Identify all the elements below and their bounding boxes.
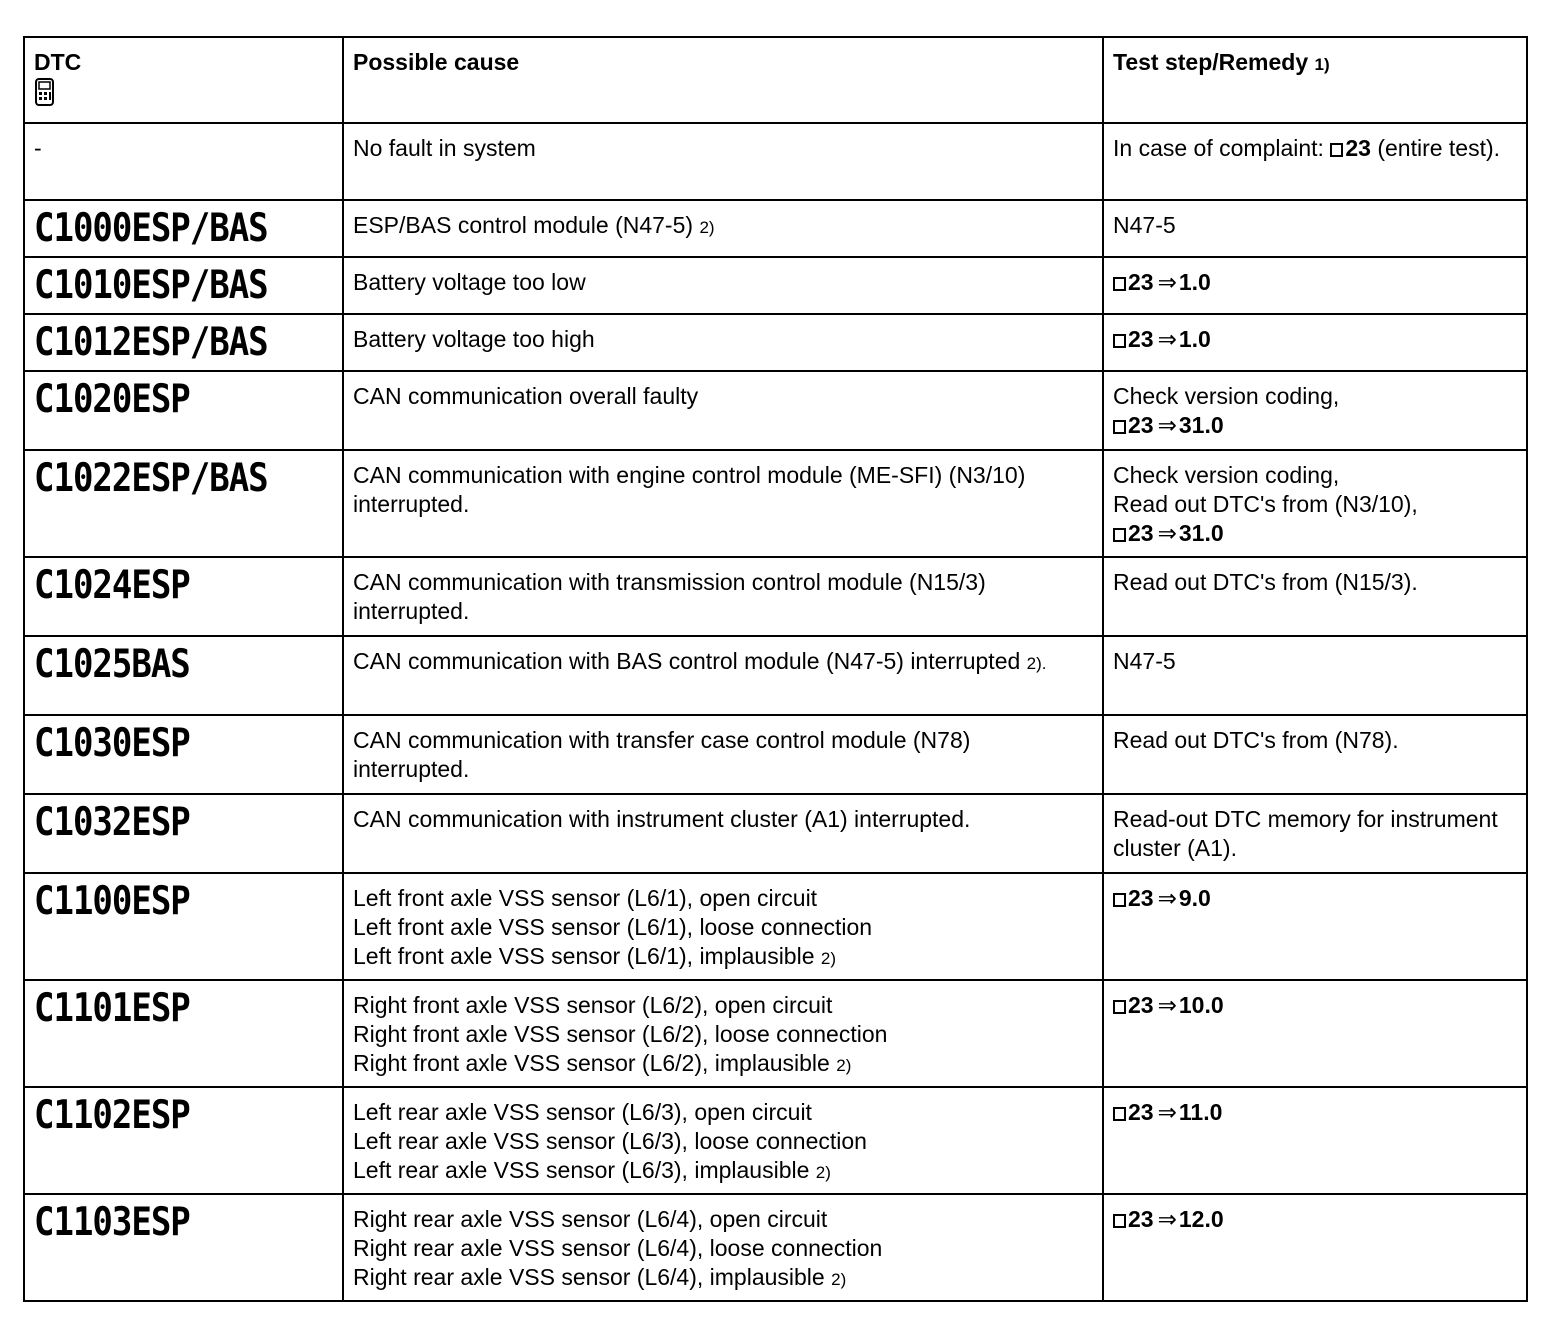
remedy-ref-line bbox=[1113, 519, 1517, 549]
arrow-right-icon: ⇒ bbox=[1157, 886, 1177, 912]
arrow-right-icon: ⇒ bbox=[1157, 1207, 1177, 1233]
remedy-ref-line bbox=[1113, 1205, 1517, 1235]
table-row bbox=[24, 636, 1527, 715]
table-row bbox=[24, 371, 1527, 450]
arrow-right-icon: ⇒ bbox=[1157, 270, 1177, 296]
cause-line: No fault in system bbox=[353, 135, 536, 161]
table-row bbox=[24, 200, 1527, 257]
remedy-line: Read out DTC's from (N3/10), bbox=[1113, 491, 1418, 517]
cause-line: Battery voltage too high bbox=[353, 326, 595, 352]
cause-line: Left front axle VSS sensor (L6/1), open circuit bbox=[353, 885, 818, 911]
remedy-cell bbox=[1103, 980, 1527, 1087]
table-row bbox=[24, 715, 1527, 794]
table-row bbox=[24, 314, 1527, 371]
cause-line: Battery voltage too low bbox=[353, 269, 586, 295]
cause-line: Left rear axle VSS sensor (L6/3), loose connection bbox=[353, 1128, 867, 1154]
square-ref-icon bbox=[1113, 893, 1126, 907]
dtc-code: C1000ESP/BAS bbox=[34, 205, 268, 252]
header-cause-label: Possible cause bbox=[353, 49, 520, 75]
dtc-code: C1030ESP bbox=[34, 720, 190, 767]
remedy-line: Check version coding, bbox=[1113, 383, 1340, 409]
remedy-ref-line bbox=[1113, 411, 1517, 441]
header-dtc-label: DTC bbox=[34, 49, 82, 75]
table-row bbox=[24, 123, 1527, 200]
cause-note: 2) bbox=[699, 218, 715, 237]
table-row bbox=[24, 257, 1527, 314]
remedy-ref-line bbox=[1113, 135, 1500, 161]
remedy-cell bbox=[1103, 314, 1527, 371]
square-ref-icon bbox=[1113, 334, 1126, 348]
remedy-step: 9.0 bbox=[1178, 885, 1211, 911]
cause-line: CAN communication with instrument cluster (A1) interrupted. bbox=[353, 806, 971, 832]
remedy-step: 10.0 bbox=[1178, 992, 1224, 1018]
cause-note: 2) bbox=[815, 1163, 831, 1182]
remedy-ref: 23 bbox=[1128, 412, 1154, 438]
arrow-right-icon: ⇒ bbox=[1157, 993, 1177, 1019]
cause-note: 2). bbox=[1026, 654, 1047, 673]
dtc-cell bbox=[24, 794, 343, 873]
table-row bbox=[24, 980, 1527, 1087]
remedy-line: Check version coding, bbox=[1113, 462, 1340, 488]
arrow-right-icon: ⇒ bbox=[1157, 413, 1177, 439]
cause-cell bbox=[343, 873, 1103, 980]
cause-cell bbox=[343, 636, 1103, 715]
dtc-cell bbox=[24, 371, 343, 450]
dtc-code: C1025BAS bbox=[34, 641, 190, 688]
remedy-ref: 23 bbox=[1128, 992, 1154, 1018]
dtc-cell bbox=[24, 715, 343, 794]
remedy-step: 31.0 bbox=[1178, 412, 1224, 438]
dtc-code: C1012ESP/BAS bbox=[34, 319, 268, 366]
remedy-cell bbox=[1103, 794, 1527, 873]
remedy-text: N47-5 bbox=[1113, 648, 1176, 674]
dtc-cell bbox=[24, 980, 343, 1087]
square-ref-icon bbox=[1330, 143, 1343, 157]
cause-line: Left front axle VSS sensor (L6/1), implausible 2) bbox=[353, 943, 837, 969]
dtc-code: C1020ESP bbox=[34, 376, 190, 423]
cause-cell bbox=[343, 314, 1103, 371]
remedy-cell bbox=[1103, 1087, 1527, 1194]
remedy-ref: 23 bbox=[1128, 269, 1154, 295]
remedy-ref: 23 bbox=[1128, 1206, 1154, 1232]
arrow-right-icon: ⇒ bbox=[1157, 327, 1177, 353]
remedy-pre: In case of complaint: bbox=[1113, 135, 1331, 161]
remedy-ref-line bbox=[1113, 325, 1517, 355]
remedy-ref: 23 bbox=[1128, 520, 1154, 546]
dtc-cell bbox=[24, 257, 343, 314]
remedy-ref-line bbox=[1113, 884, 1517, 914]
cause-line: Right rear axle VSS sensor (L6/4), open circuit bbox=[353, 1206, 828, 1232]
remedy-ref-line bbox=[1113, 991, 1517, 1021]
remedy-cell bbox=[1103, 200, 1527, 257]
dtc-code: C1032ESP bbox=[34, 799, 190, 846]
remedy-ref: 23 bbox=[1128, 885, 1154, 911]
dtc-code: C1102ESP bbox=[34, 1092, 190, 1139]
dtc-code: C1010ESP/BAS bbox=[34, 262, 268, 309]
cause-line: ESP/BAS control module (N47-5) 2) bbox=[353, 212, 715, 238]
remedy-cell bbox=[1103, 557, 1527, 636]
cause-line: Right rear axle VSS sensor (L6/4), implausible 2) bbox=[353, 1264, 847, 1290]
cause-line: CAN communication with transmission control module (N15/3) interrupted. bbox=[353, 569, 986, 624]
arrow-right-icon: ⇒ bbox=[1157, 521, 1177, 547]
table-row bbox=[24, 1194, 1527, 1301]
remedy-ref: 23 bbox=[1128, 1099, 1154, 1125]
cause-cell bbox=[343, 557, 1103, 636]
cause-cell bbox=[343, 1194, 1103, 1301]
dtc-code: C1103ESP bbox=[34, 1199, 190, 1246]
header-remedy-label: Test step/Remedy bbox=[1113, 49, 1309, 75]
remedy-text: Read out DTC's from (N15/3). bbox=[1113, 569, 1418, 595]
cause-line: Right rear axle VSS sensor (L6/4), loose connection bbox=[353, 1235, 883, 1261]
remedy-text: Read out DTC's from (N78). bbox=[1113, 727, 1399, 753]
handheld-tester-icon bbox=[34, 78, 56, 106]
cause-note: 2) bbox=[820, 949, 837, 968]
cause-note: 2) bbox=[836, 1056, 852, 1075]
remedy-ref-line bbox=[1113, 1098, 1517, 1128]
header-cause bbox=[343, 37, 1103, 123]
cause-line: Left rear axle VSS sensor (L6/3), implausible 2) bbox=[353, 1157, 831, 1183]
remedy-cell bbox=[1103, 636, 1527, 715]
cause-cell bbox=[343, 980, 1103, 1087]
dtc-cell bbox=[24, 200, 343, 257]
table-row bbox=[24, 1087, 1527, 1194]
remedy-text: Read-out DTC memory for instrument cluster (A1). bbox=[1113, 806, 1498, 861]
remedy-ref: 23 bbox=[1128, 326, 1154, 352]
remedy-cell bbox=[1103, 371, 1527, 450]
cause-line: Left rear axle VSS sensor (L6/3), open circuit bbox=[353, 1099, 812, 1125]
cause-line: Right front axle VSS sensor (L6/2), open circuit bbox=[353, 992, 833, 1018]
table-header-row bbox=[24, 37, 1527, 123]
remedy-step: 1.0 bbox=[1178, 326, 1211, 352]
remedy-post: (entire test). bbox=[1370, 135, 1501, 161]
remedy-cell bbox=[1103, 715, 1527, 794]
remedy-cell bbox=[1103, 1194, 1527, 1301]
square-ref-icon bbox=[1113, 1000, 1126, 1014]
cause-line: Right front axle VSS sensor (L6/2), implausible 2) bbox=[353, 1050, 852, 1076]
cause-cell bbox=[343, 371, 1103, 450]
dtc-code: C1022ESP/BAS bbox=[34, 455, 268, 502]
cause-line: CAN communication overall faulty bbox=[353, 383, 699, 409]
dtc-cell bbox=[24, 1087, 343, 1194]
cause-cell bbox=[343, 715, 1103, 794]
cause-cell bbox=[343, 450, 1103, 557]
remedy-ref: 23 bbox=[1345, 135, 1371, 161]
remedy-text: N47-5 bbox=[1113, 212, 1176, 238]
header-remedy-note: 1) bbox=[1314, 55, 1330, 74]
cause-line: Right front axle VSS sensor (L6/2), loose connection bbox=[353, 1021, 888, 1047]
cause-cell bbox=[343, 257, 1103, 314]
cause-cell bbox=[343, 1087, 1103, 1194]
dtc-cell bbox=[24, 873, 343, 980]
square-ref-icon bbox=[1113, 528, 1126, 542]
dtc-cell bbox=[24, 314, 343, 371]
dtc-code: C1101ESP bbox=[34, 985, 190, 1032]
dtc-cell bbox=[24, 557, 343, 636]
dtc-table bbox=[23, 36, 1528, 1302]
square-ref-icon bbox=[1113, 420, 1126, 434]
cause-cell bbox=[343, 200, 1103, 257]
dtc-cell bbox=[24, 123, 343, 200]
cause-line: CAN communication with BAS control module (N47-5) interrupted 2). bbox=[353, 648, 1047, 674]
cause-cell bbox=[343, 123, 1103, 200]
remedy-step: 12.0 bbox=[1178, 1206, 1224, 1232]
remedy-cell bbox=[1103, 450, 1527, 557]
remedy-step: 11.0 bbox=[1178, 1099, 1223, 1125]
square-ref-icon bbox=[1113, 1214, 1126, 1228]
table-row bbox=[24, 873, 1527, 980]
dtc-code: C1100ESP bbox=[34, 878, 190, 925]
dtc-code: - bbox=[34, 135, 42, 161]
cause-note: 2) bbox=[831, 1270, 847, 1289]
remedy-ref-line bbox=[1113, 268, 1517, 298]
cause-cell bbox=[343, 794, 1103, 873]
header-dtc bbox=[24, 37, 343, 123]
cause-line: Left front axle VSS sensor (L6/1), loose connection bbox=[353, 914, 873, 940]
dtc-code: C1024ESP bbox=[34, 562, 190, 609]
dtc-cell bbox=[24, 450, 343, 557]
square-ref-icon bbox=[1113, 1107, 1126, 1121]
remedy-step: 1.0 bbox=[1178, 269, 1211, 295]
table-row bbox=[24, 450, 1527, 557]
dtc-cell bbox=[24, 636, 343, 715]
remedy-cell bbox=[1103, 873, 1527, 980]
arrow-right-icon: ⇒ bbox=[1157, 1100, 1177, 1126]
cause-line: CAN communication with transfer case control module (N78) interrupted. bbox=[353, 727, 971, 782]
remedy-step: 31.0 bbox=[1178, 520, 1224, 546]
square-ref-icon bbox=[1113, 277, 1126, 291]
table-row bbox=[24, 794, 1527, 873]
header-remedy bbox=[1103, 37, 1527, 123]
dtc-cell bbox=[24, 1194, 343, 1301]
remedy-cell bbox=[1103, 257, 1527, 314]
cause-line: CAN communication with engine control module (ME-SFI) (N3/10) interrupted. bbox=[353, 462, 1026, 517]
remedy-cell bbox=[1103, 123, 1527, 200]
table-row bbox=[24, 557, 1527, 636]
